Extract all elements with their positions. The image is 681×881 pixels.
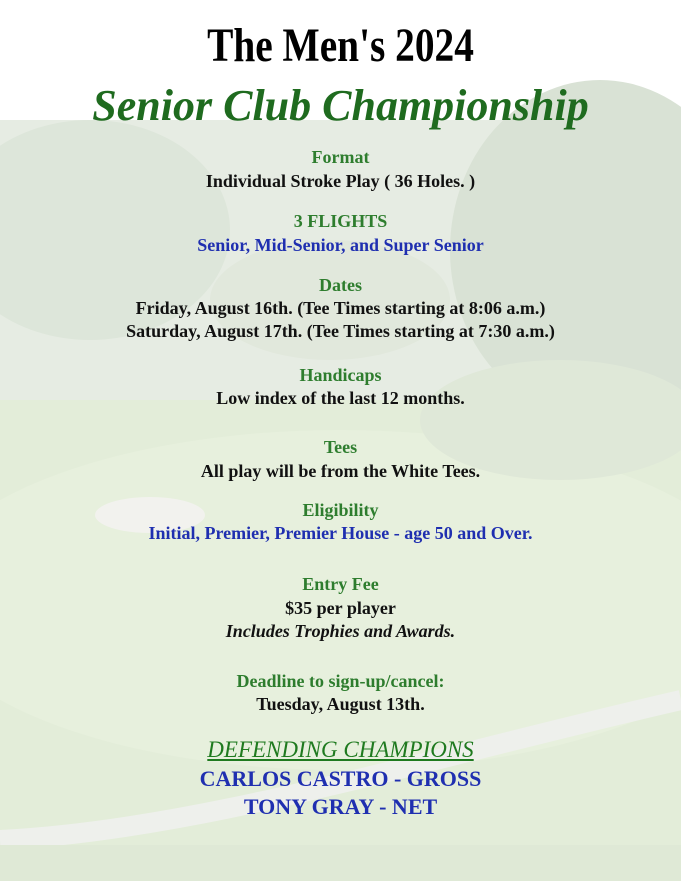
champion-net: TONY GRAY - NET	[243, 794, 438, 819]
champions-heading: DEFENDING CHAMPIONS	[207, 737, 474, 762]
dates-line-1: Friday, August 16th. (Tee Times starting at 8:06 a.m.)	[135, 298, 546, 318]
page-title: The Men's 2024	[207, 19, 474, 72]
format-text: Individual Stroke Play ( 36 Holes. )	[205, 171, 476, 191]
dates-line-2: Saturday, August 17th. (Tee Times starting at 7:30 a.m.)	[126, 321, 555, 341]
flights-heading: 3 FLIGHTS	[293, 211, 388, 231]
tees-heading: Tees	[323, 437, 358, 457]
flights-text: Senior, Mid-Senior, and Super Senior	[197, 235, 484, 255]
page-subtitle: Senior Club Championship	[92, 81, 589, 130]
format-heading: Format	[311, 147, 370, 167]
eligibility-text: Initial, Premier, Premier House - age 50 and Over.	[148, 523, 533, 543]
handicaps-heading: Handicaps	[299, 365, 382, 385]
eligibility-heading: Eligibility	[302, 500, 379, 520]
entry-fee-heading: Entry Fee	[302, 574, 379, 594]
deadline-heading: Deadline to sign-up/cancel:	[236, 671, 445, 691]
handicaps-text: Low index of the last 12 months.	[216, 388, 465, 408]
entry-fee-amount: $35 per player	[285, 598, 396, 618]
deadline-date: Tuesday, August 13th.	[256, 694, 425, 714]
tees-text: All play will be from the White Tees.	[200, 461, 481, 481]
dates-heading: Dates	[319, 275, 362, 295]
entry-fee-note: Includes Trophies and Awards.	[225, 621, 456, 641]
champion-gross: CARLOS CASTRO - GROSS	[199, 766, 482, 791]
